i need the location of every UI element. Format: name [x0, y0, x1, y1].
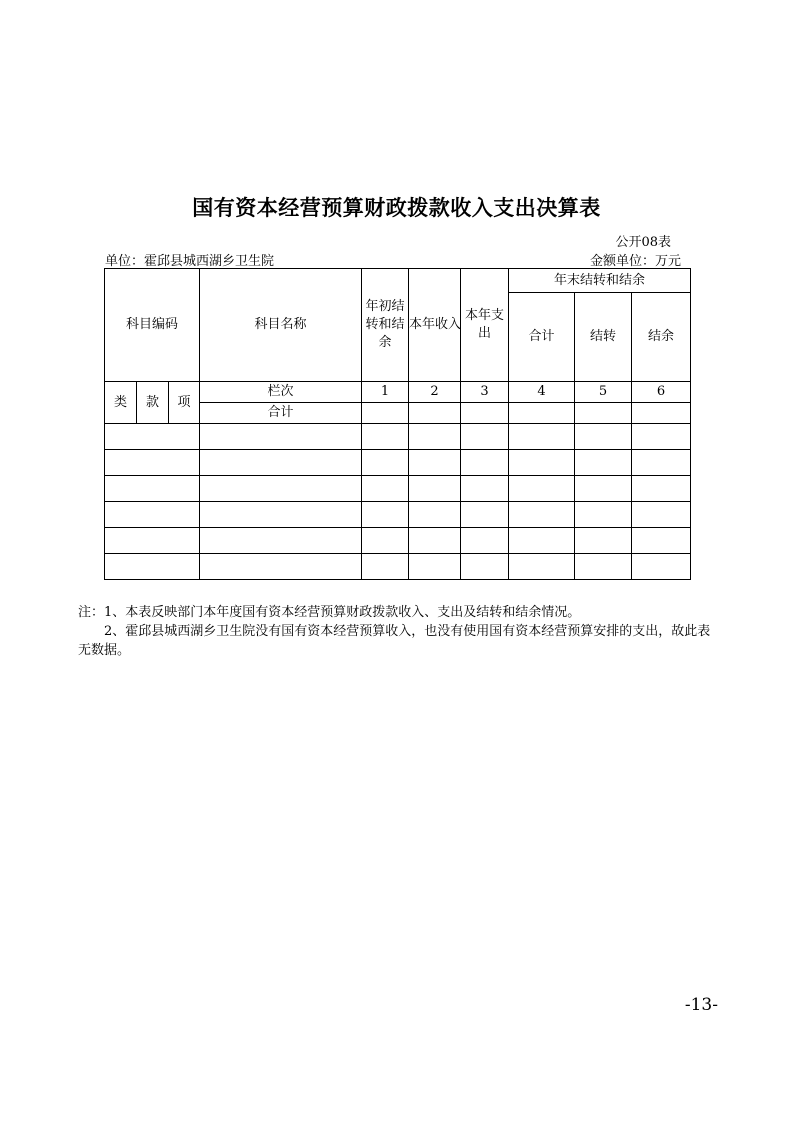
total-row-label: 合计: [200, 403, 362, 424]
empty-cell: [105, 502, 200, 528]
begin-balance-header: [362, 269, 409, 382]
empty-cell: [632, 528, 691, 554]
empty-cell: [409, 450, 461, 476]
empty-cell: [575, 554, 632, 580]
form-number: 公开08表: [615, 235, 671, 250]
surplus-header: 结余: [632, 293, 691, 382]
empty-cell: [509, 424, 575, 450]
col-number: 4: [509, 382, 575, 403]
empty-cell: [509, 528, 575, 554]
subject-name-header: 科目名称: [200, 269, 362, 382]
year-end-total-header: 合计: [509, 293, 575, 382]
empty-cell: [461, 528, 509, 554]
table-row: [105, 554, 691, 580]
empty-cell: [105, 554, 200, 580]
empty-cell: [509, 476, 575, 502]
empty-cell: [461, 403, 509, 424]
col-number: 3: [461, 382, 509, 403]
empty-cell: [409, 476, 461, 502]
empty-cell: [362, 502, 409, 528]
empty-cell: [632, 403, 691, 424]
empty-cell: [575, 424, 632, 450]
amount-unit-label: 金额单位：万元: [589, 254, 681, 269]
empty-cell: [105, 528, 200, 554]
empty-cell: [461, 450, 509, 476]
table-row: [105, 476, 691, 502]
empty-cell: [409, 424, 461, 450]
empty-cell: [200, 450, 362, 476]
empty-cell: [105, 476, 200, 502]
empty-cell: [362, 528, 409, 554]
empty-cell: [362, 476, 409, 502]
empty-cell: [362, 424, 409, 450]
empty-cell: [200, 476, 362, 502]
col-number: 6: [632, 382, 691, 403]
unit-label: 单位：霍邱县城西湖乡卫生院: [105, 254, 275, 269]
empty-cell: [409, 502, 461, 528]
note-2: 2、霍邱县城西湖乡卫生院没有国有资本经营预算收入，也没有使用国有资本经营预算安排的支出，故此表无数据。: [78, 624, 711, 658]
note-1: 注：1、本表反映部门本年度国有资本经营预算财政拨款收入、支出及结转和结余情况。: [78, 605, 581, 620]
notes: [78, 603, 718, 660]
expense-header: [461, 269, 509, 382]
empty-cell: [200, 528, 362, 554]
empty-cell: [632, 450, 691, 476]
section-cell: 款: [137, 382, 169, 424]
income-header-text: 本年收入: [409, 317, 462, 332]
col-number: 1: [362, 382, 409, 403]
row-order-label: 栏次: [200, 382, 362, 403]
empty-cell: [105, 450, 200, 476]
income-header: [409, 269, 461, 382]
budget-table: [104, 268, 691, 580]
item-cell: 项: [169, 382, 200, 424]
year-end-header: 年末结转和结余: [509, 269, 691, 293]
empty-cell: [509, 554, 575, 580]
empty-cell: [409, 403, 461, 424]
empty-cell: [575, 450, 632, 476]
empty-cell: [632, 502, 691, 528]
empty-cell: [509, 450, 575, 476]
empty-cell: [105, 424, 200, 450]
table-row: [105, 528, 691, 554]
page-number: -13-: [684, 995, 718, 1015]
table-row: [105, 450, 691, 476]
empty-cell: [362, 554, 409, 580]
empty-cell: [461, 554, 509, 580]
empty-cell: [632, 476, 691, 502]
empty-cell: [632, 554, 691, 580]
empty-cell: [575, 476, 632, 502]
empty-cell: [575, 528, 632, 554]
table-row: [105, 424, 691, 450]
empty-cell: [409, 528, 461, 554]
empty-cell: [509, 502, 575, 528]
table-row: [105, 502, 691, 528]
empty-cell: [409, 554, 461, 580]
empty-cell: [200, 502, 362, 528]
empty-cell: [461, 424, 509, 450]
begin-balance-header-text: 年初结转和结余: [365, 299, 405, 350]
subject-code-header: 科目编码: [105, 269, 200, 382]
col-number: 5: [575, 382, 632, 403]
empty-cell: [200, 554, 362, 580]
empty-cell: [575, 502, 632, 528]
page-title: 国有资本经营预算财政拨款收入支出决算表: [192, 196, 601, 220]
empty-cell: [632, 424, 691, 450]
empty-cell: [461, 476, 509, 502]
carryover-header: 结转: [575, 293, 632, 382]
empty-cell: [362, 450, 409, 476]
expense-header-text: 本年支出: [465, 308, 505, 341]
empty-cell: [200, 424, 362, 450]
empty-cell: [509, 403, 575, 424]
col-number: 2: [409, 382, 461, 403]
empty-cell: [575, 403, 632, 424]
class-cell: 类: [105, 382, 137, 424]
empty-cell: [461, 502, 509, 528]
empty-cell: [362, 403, 409, 424]
